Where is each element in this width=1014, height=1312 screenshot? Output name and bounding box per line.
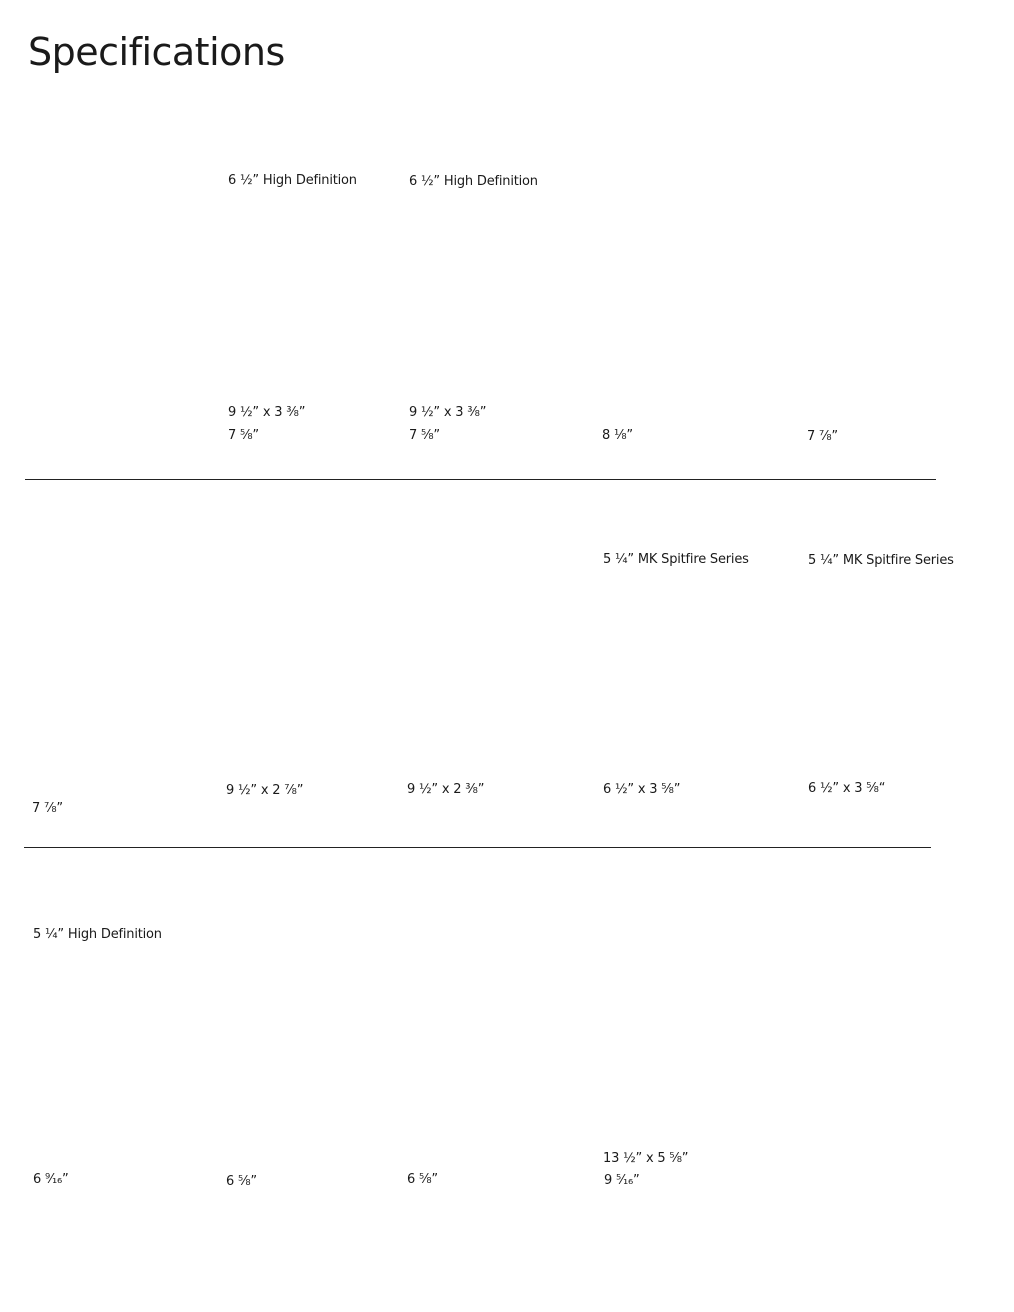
page-title: Specifications xyxy=(28,30,285,74)
spec-cell-cutout: 9 ½” x 2 ⅜” xyxy=(407,782,485,797)
spec-cell-model: 5 ¼” High Definition xyxy=(33,927,162,942)
spec-cell-model: 5 ¼” MK Spitfire Series xyxy=(603,552,749,567)
spec-cell-depth: 7 ⅞” xyxy=(807,429,838,444)
spec-cell-depth: 6 ⅝” xyxy=(226,1174,257,1189)
spec-cell-depth: 7 ⅞” xyxy=(32,801,63,816)
spec-cell-depth: 8 ⅛” xyxy=(602,428,633,443)
spec-cell-cutout: 13 ½” x 5 ⅝” xyxy=(603,1151,689,1166)
spec-cell-depth: 9 ⁵⁄₁₆” xyxy=(604,1173,640,1188)
spec-cell-model: 5 ¼” MK Spitfire Series xyxy=(808,553,954,568)
spec-cell-model: 6 ½” High Definition xyxy=(409,174,538,189)
section-divider xyxy=(24,847,931,848)
section-divider xyxy=(25,479,936,480)
spec-cell-cutout: 6 ½” x 3 ⅝“ xyxy=(808,781,886,796)
spec-cell-cutout: 6 ½” x 3 ⅝” xyxy=(603,782,681,797)
spec-cell-depth: 6 ⁹⁄₁₆” xyxy=(33,1172,69,1187)
spec-cell-cutout: 9 ½” x 3 ⅜” xyxy=(228,405,306,420)
spec-cell-cutout: 9 ½” x 3 ⅜” xyxy=(409,405,487,420)
spec-cell-cutout: 9 ½” x 2 ⅞” xyxy=(226,783,304,798)
spec-cell-depth: 7 ⅝” xyxy=(228,428,259,443)
spec-cell-model: 6 ½” High Definition xyxy=(228,173,357,188)
spec-cell-depth: 6 ⅝” xyxy=(407,1172,438,1187)
spec-cell-depth: 7 ⅝” xyxy=(409,428,440,443)
